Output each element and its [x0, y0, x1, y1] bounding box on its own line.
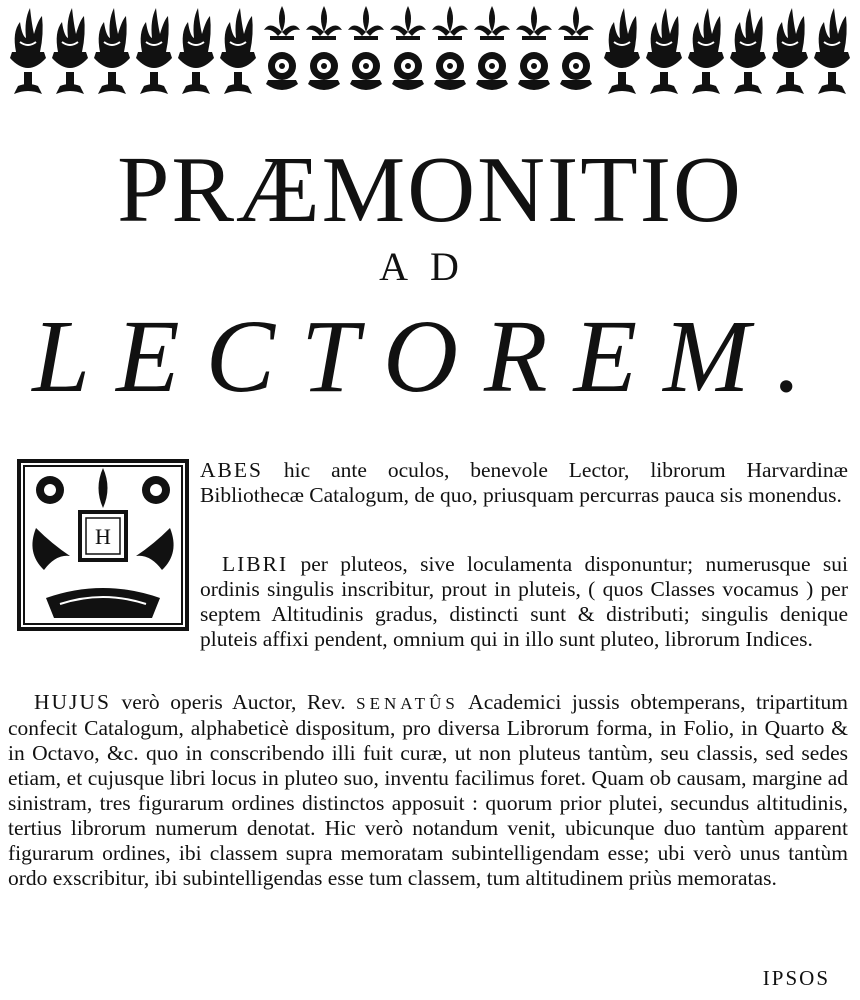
paragraph-habes	[200, 458, 848, 508]
senatus-word: SENATÛS	[356, 694, 459, 713]
paragraph-lead: LIBRI	[222, 552, 289, 576]
title-lectorem: LECTOREM.	[32, 299, 828, 414]
paragraph-lead: HUJUS	[34, 690, 111, 714]
title-praemonitio: PRÆMONITIO	[117, 138, 743, 242]
paragraph-lead: ABES	[200, 458, 263, 482]
title-ad: AD	[379, 244, 481, 289]
catchword: IPSOS	[762, 966, 830, 990]
ornament-band	[6, 2, 854, 96]
initial-letter: H	[95, 524, 111, 549]
paragraph-text: Academici jussis obtemperans, tripartitum confecit Catalogum, alphabeticè dispositum, pro diversa Librorum forma, in Folio, in Quarto & in Octavo, &c. quo in conscribendo illi fuit curæ, ut non pluteus tantùm, seu classis, sed sedes etiam, et cujusque libri locus in pluteo suo, inventu facilimus foret. Quam ob causam, margine ad sinistram, tres figurarum ordines distinctos apposuit : quorum prior plutei, secundus altitudinis, tertius librorum numerum denotat. Hic verò notandum venit, ubicunque duo tantùm apparent figurarum ordines, ibi classem supra memoratam subintelligendam esse; ubi verò unus tantùm ordo exscribitur, ibi subintelligendas esse tum classem, tum altitudinem priùs memoratas.	[8, 690, 848, 890]
paragraph-text: hic ante oculos, benevole Lector, librorum Harvardinæ Bibliothecæ Catalogum, de quo, priusquam percurras pauca sis monendus.	[200, 458, 848, 507]
paragraph-text: per pluteos, sive loculamenta disponuntur; numerusque sui ordinis singulis inscribitur, prout in pluteis, ( quos Classes vocamus ) per septem Altitudinis gradus, distincti sunt & distributi; singulis denique pluteis affixi pendent, omnium qui in illo sunt pluteo, librorum Indices.	[200, 552, 848, 651]
decorated-initial	[16, 458, 190, 632]
paragraph-text: verò operis Auctor, Rev.	[110, 690, 357, 714]
paragraph-libri	[200, 552, 848, 652]
paragraph-hujus	[8, 690, 848, 891]
